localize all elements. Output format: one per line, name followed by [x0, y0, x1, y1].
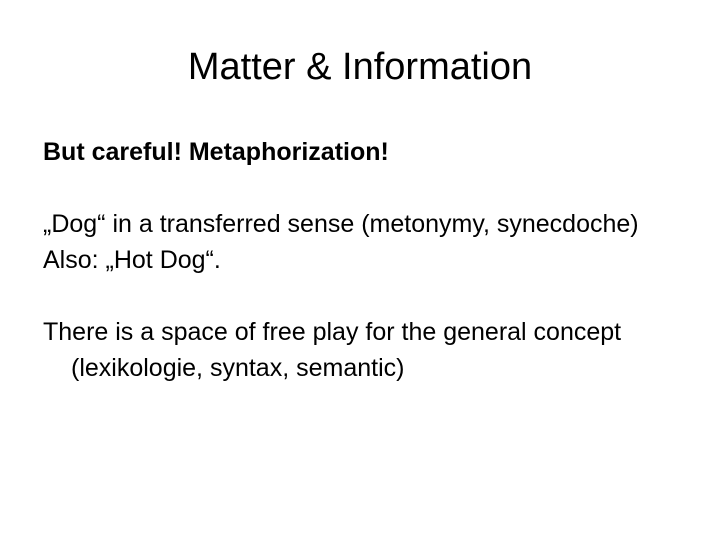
paragraph-dog-sense: „Dog“ in a transferred sense (metonymy, synecdoche) — [43, 210, 639, 238]
paragraph-hot-dog: Also: „Hot Dog“. — [43, 246, 221, 274]
paragraph-free-play: There is a space of free play for the general concept (lexikologie, syntax, semantic) — [43, 318, 622, 382]
paragraph-warning: But careful! Metaphorization! — [43, 138, 389, 166]
spacer — [43, 278, 683, 314]
spacer — [43, 170, 683, 206]
slide-title: Matter & Information — [187, 46, 533, 88]
slide-body — [43, 134, 683, 386]
